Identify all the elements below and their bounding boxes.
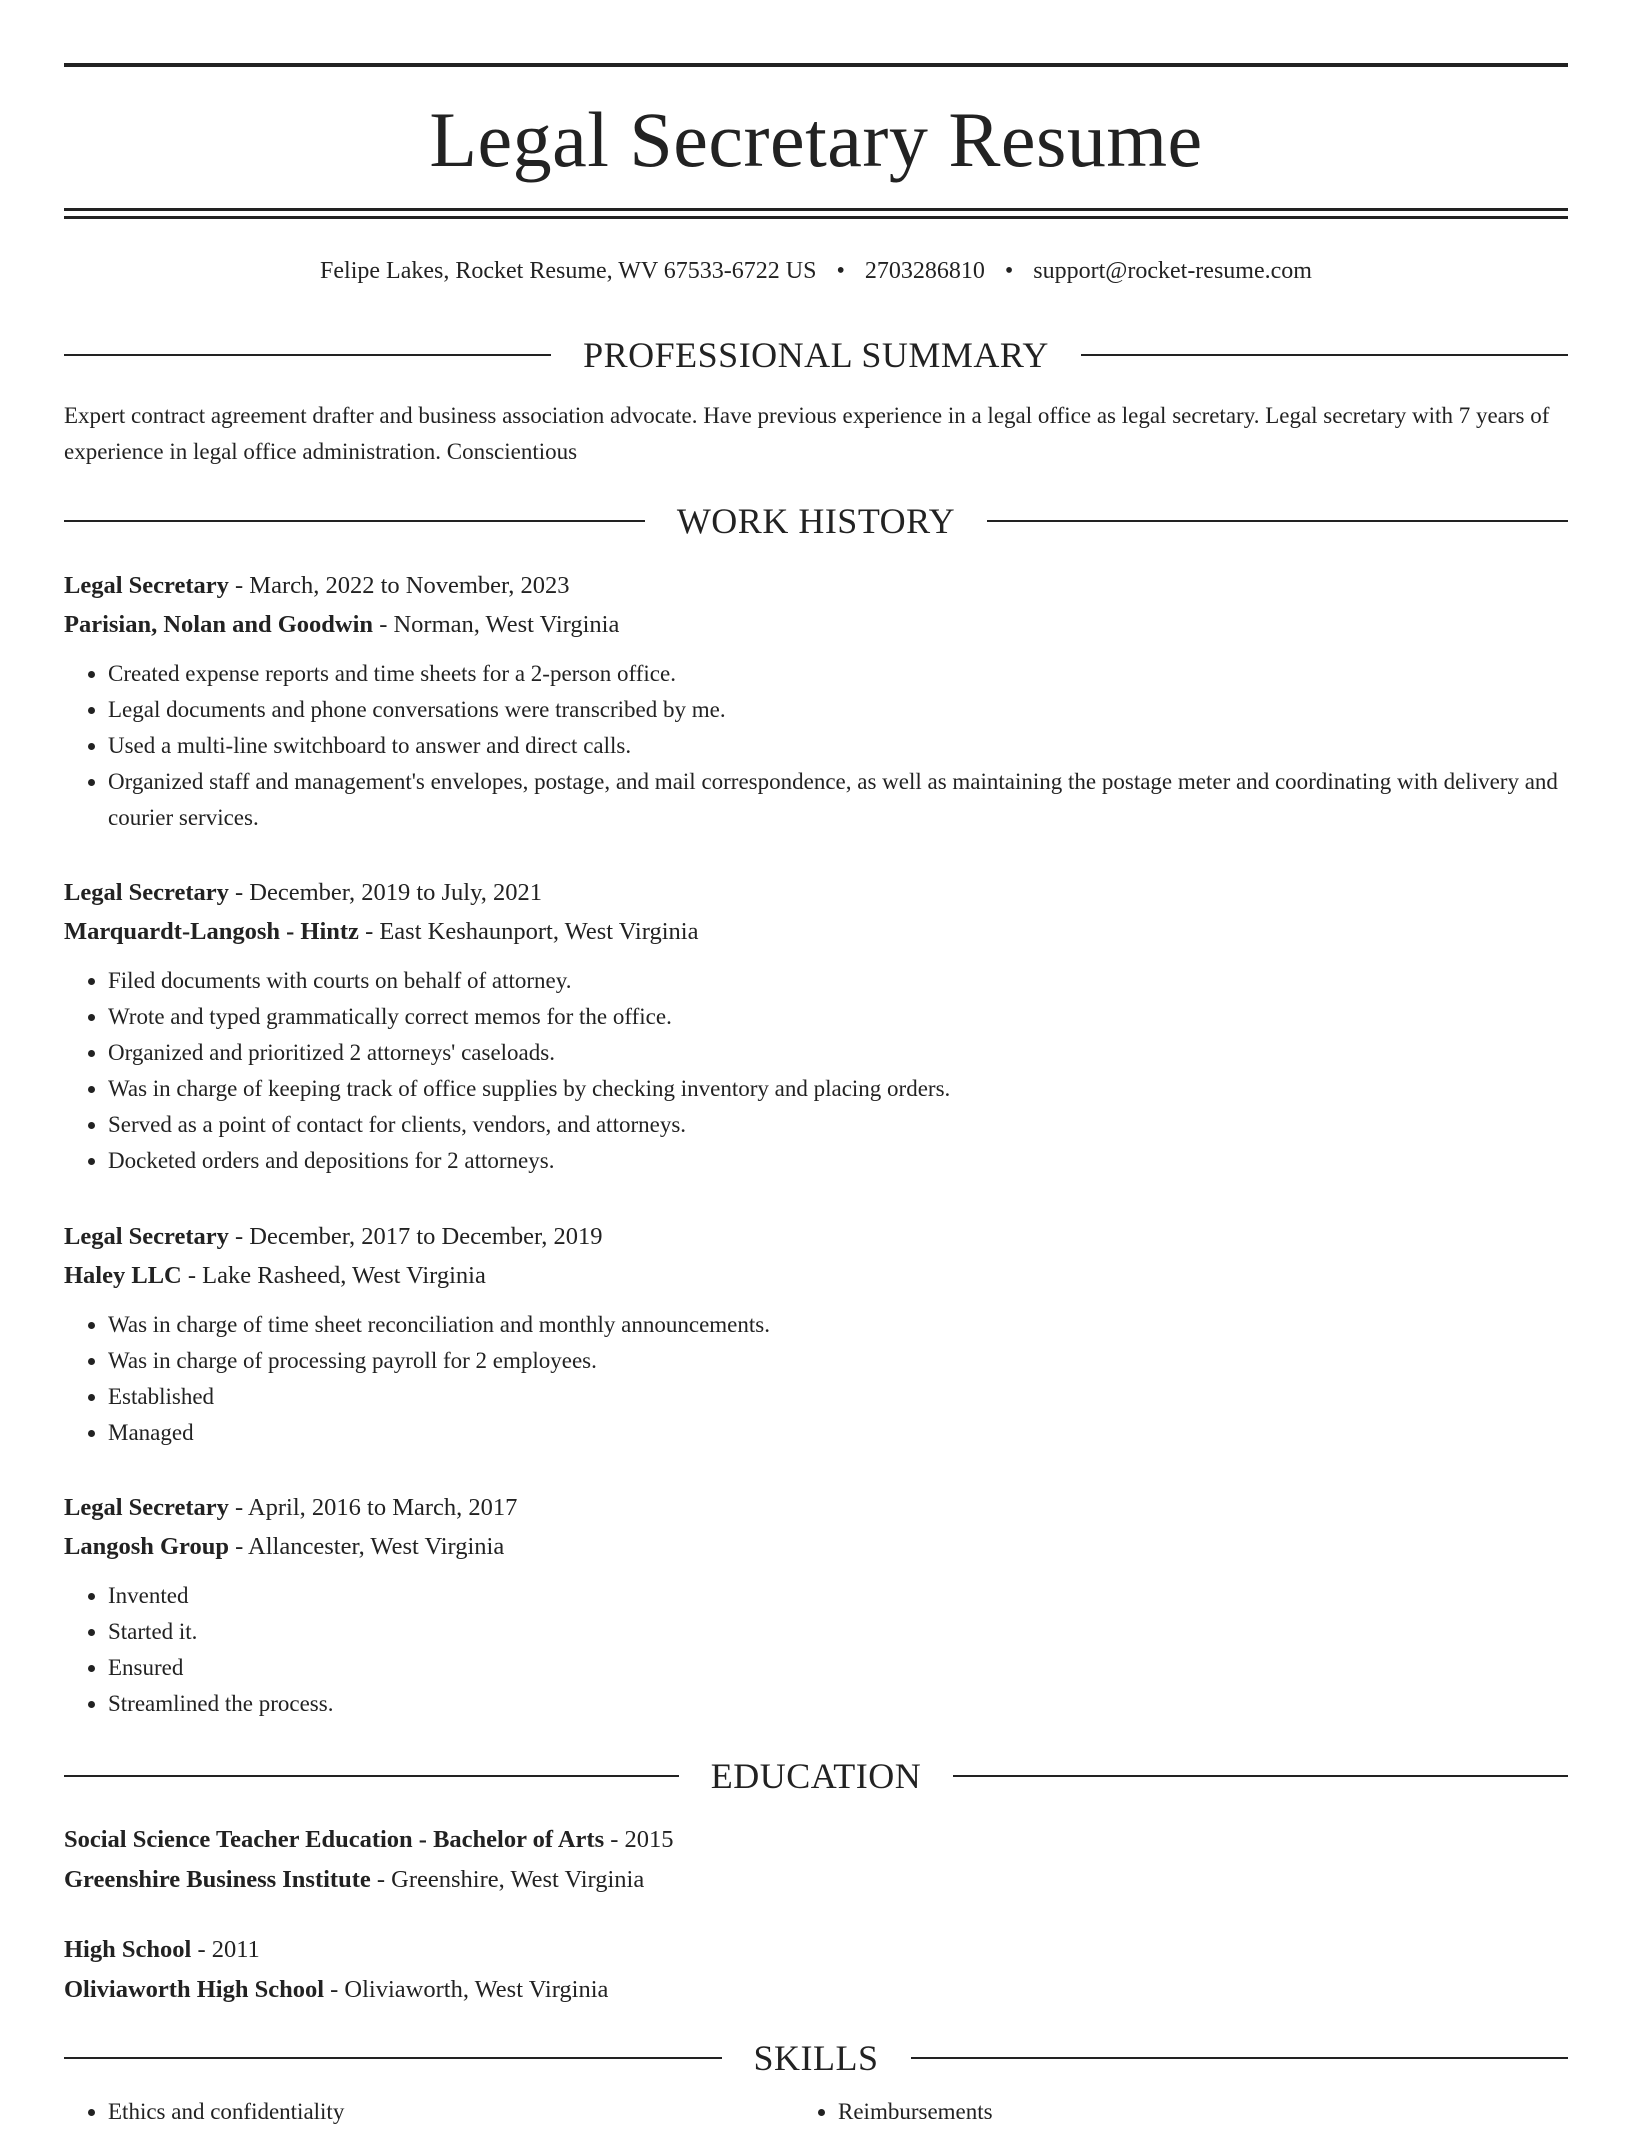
list-item: • Served as a point of contact for clients, vendors, and attorneys. bbox=[108, 1107, 1568, 1143]
section-rule bbox=[64, 354, 551, 356]
job-title: Legal Secretary bbox=[64, 879, 229, 906]
job-bullets bbox=[64, 963, 1568, 1179]
education-year: - 2015 bbox=[604, 1826, 674, 1853]
job-bullets bbox=[64, 656, 1568, 836]
job-title-line bbox=[64, 873, 1568, 912]
section-title: WORK HISTORY bbox=[676, 501, 956, 541]
job-company: Langosh Group bbox=[64, 1533, 229, 1560]
education-degree-line bbox=[64, 1820, 1568, 1860]
job-entry bbox=[64, 1217, 1568, 1451]
section-title: SKILLS bbox=[753, 2038, 879, 2078]
job-bullets bbox=[64, 1307, 1568, 1451]
section-rule bbox=[911, 2057, 1569, 2059]
list-item: • Organized staff and management's envelopes, postage, and mail correspondence, as well as maintaining the postage meter and coordinating with delivery and courier services. bbox=[108, 764, 1568, 836]
summary-text: Expert contract agreement drafter and business association advocate. Have previous experience in a legal office as legal secretary. Legal secretary with 7 years of experience in legal office administration. Conscientious bbox=[64, 403, 1550, 464]
list-item: • Used a multi-line switchboard to answer and direct calls. bbox=[108, 728, 1568, 764]
education-entry bbox=[64, 1820, 1568, 1900]
list-item: • Was in charge of keeping track of office supplies by checking inventory and placing orders. bbox=[108, 1071, 1568, 1107]
list-item: • Filed documents with courts on behalf of attorney. bbox=[108, 963, 1568, 999]
contact-separator: • bbox=[1004, 258, 1014, 284]
job-dates: - December, 2019 to July, 2021 bbox=[228, 879, 543, 906]
title-bottom-rule bbox=[64, 208, 1568, 211]
list-item: • Ensured bbox=[108, 1650, 1568, 1686]
job-location: - East Keshaunport, West Virginia bbox=[358, 918, 699, 945]
section-rule bbox=[64, 520, 645, 522]
education-school: Oliviaworth High School bbox=[64, 1976, 325, 2003]
section-header-skills bbox=[64, 2038, 1568, 2078]
job-dates: - December, 2017 to December, 2019 bbox=[228, 1223, 603, 1250]
skills-bullets bbox=[64, 2094, 1568, 2130]
job-entry bbox=[64, 566, 1568, 836]
job-title: Legal Secretary bbox=[64, 1223, 229, 1250]
job-title: Legal Secretary bbox=[64, 572, 229, 599]
job-company: Marquardt-Langosh - Hintz bbox=[64, 918, 359, 945]
job-dates: - March, 2022 to November, 2023 bbox=[228, 572, 570, 599]
education-degree: Social Science Teacher Education - Bachelor of Arts bbox=[64, 1826, 605, 1853]
list-item: • Organized and prioritized 2 attorneys' caseloads. bbox=[108, 1035, 1568, 1071]
job-title-line bbox=[64, 1217, 1568, 1256]
job-title-line bbox=[64, 1488, 1568, 1527]
job-title: Legal Secretary bbox=[64, 1494, 229, 1521]
education-year: - 2011 bbox=[191, 1936, 260, 1963]
list-item: • Was in charge of time sheet reconciliation and monthly announcements. bbox=[108, 1307, 1568, 1343]
skills-list bbox=[64, 2094, 1568, 2134]
education-location: - Greenshire, West Virginia bbox=[370, 1866, 645, 1893]
skill-item: • Reimbursements bbox=[838, 2094, 1568, 2130]
education-entry bbox=[64, 1930, 1568, 2010]
job-company-line bbox=[64, 1527, 1568, 1566]
job-company: Haley LLC bbox=[64, 1262, 182, 1289]
education-degree-line bbox=[64, 1930, 1568, 1970]
title-bottom-rule-2 bbox=[64, 216, 1568, 219]
section-header-education bbox=[64, 1756, 1568, 1796]
section-rule bbox=[987, 520, 1568, 522]
page-title: Legal Secretary Resume bbox=[429, 96, 1203, 183]
education-school: Greenshire Business Institute bbox=[64, 1866, 371, 1893]
job-entry bbox=[64, 873, 1568, 1179]
list-item: • Managed bbox=[108, 1415, 1568, 1451]
list-item: • Started it. bbox=[108, 1614, 1568, 1650]
education-school-line bbox=[64, 1860, 1568, 1900]
list-item: • Legal documents and phone conversations were transcribed by me. bbox=[108, 692, 1568, 728]
list-item: • Created expense reports and time sheets for a 2-person office. bbox=[108, 656, 1568, 692]
list-item: • Was in charge of processing payroll for 2 employees. bbox=[108, 1343, 1568, 1379]
job-entry bbox=[64, 1488, 1568, 1722]
job-location: - Lake Rasheed, West Virginia bbox=[181, 1262, 486, 1289]
contact-phone: 2703286810 bbox=[864, 258, 985, 284]
section-rule bbox=[64, 2057, 722, 2059]
list-item: • Established bbox=[108, 1379, 1568, 1415]
section-rule bbox=[1081, 354, 1568, 356]
list-item: • Streamlined the process. bbox=[108, 1686, 1568, 1722]
list-item: • Docketed orders and depositions for 2 attorneys. bbox=[108, 1143, 1568, 1179]
list-item: • Wrote and typed grammatically correct memos for the office. bbox=[108, 999, 1568, 1035]
job-location: - Norman, West Virginia bbox=[373, 611, 620, 638]
contact-separator: • bbox=[836, 258, 845, 284]
job-title-line bbox=[64, 566, 1568, 605]
job-bullets bbox=[64, 1578, 1568, 1722]
section-header-summary bbox=[64, 335, 1568, 375]
section-rule bbox=[953, 1775, 1568, 1777]
job-dates: - April, 2016 to March, 2017 bbox=[228, 1494, 518, 1521]
contact-address: Felipe Lakes, Rocket Resume, WV 67533-6722 US bbox=[320, 258, 817, 284]
section-title: EDUCATION bbox=[710, 1756, 922, 1796]
job-company-line bbox=[64, 605, 1568, 644]
section-header-work bbox=[64, 501, 1568, 541]
skill-item: • Ethics and confidentiality bbox=[108, 2094, 838, 2130]
job-company-line bbox=[64, 912, 1568, 951]
job-location: - Allancester, West Virginia bbox=[229, 1533, 505, 1560]
job-company: Parisian, Nolan and Goodwin bbox=[64, 611, 374, 638]
contact-email: support@rocket-resume.com bbox=[1033, 258, 1312, 284]
section-rule bbox=[64, 1775, 679, 1777]
job-company-line bbox=[64, 1256, 1568, 1295]
education-degree: High School bbox=[64, 1936, 192, 1963]
title-top-rule bbox=[64, 63, 1568, 67]
list-item: • Invented bbox=[108, 1578, 1568, 1614]
contact-line bbox=[64, 254, 1568, 288]
education-location: - Oliviaworth, West Virginia bbox=[324, 1976, 609, 2003]
section-title: PROFESSIONAL SUMMARY bbox=[583, 335, 1049, 375]
education-school-line bbox=[64, 1970, 1568, 2010]
